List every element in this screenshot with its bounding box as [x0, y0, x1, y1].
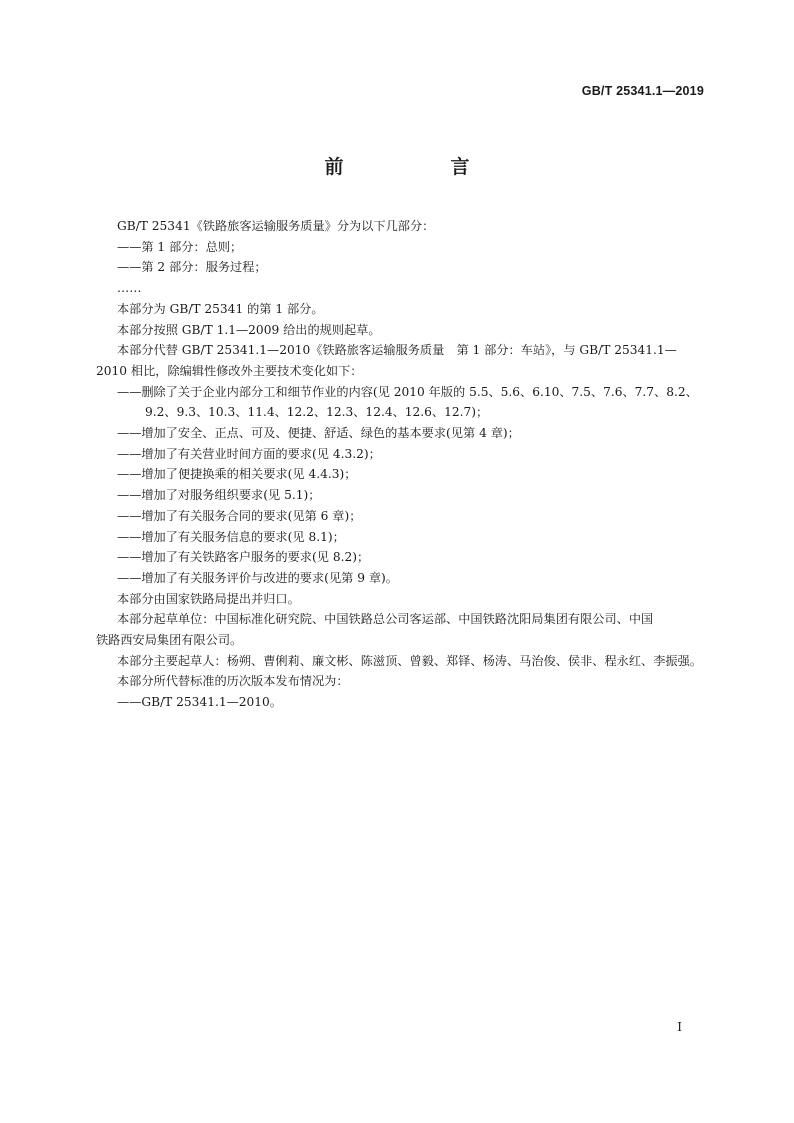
paragraph-continuation: 2010 相比，除编辑性修改外主要技术变化如下： — [96, 363, 363, 378]
paragraph: 本部分主要起草人：杨朔、曹俐莉、廉文彬、陈滋顶、曾毅、郑铎、杨涛、马治俊、侯非、程永红、李振强。 — [117, 653, 702, 668]
paragraph: 本部分按照 GB/T 1.1—2009 给出的规则起草。 — [117, 322, 381, 337]
change-item: ——增加了安全、正点、可及、便捷、舒适、绿色的基本要求(见第 4 章)； — [117, 426, 520, 441]
paragraph: GB/T 25341《铁路旅客运输服务质量》分为以下几部分： — [117, 219, 435, 233]
paragraph: 本部分起草单位：中国标准化研究院、中国铁路总公司客运部、中国铁路沈阳局集团有限公司、中国 — [117, 612, 654, 627]
paragraph: 本部分所代替标准的历次版本发布情况为： — [117, 674, 349, 689]
change-item: ——增加了有关服务信息的要求(见 8.1)； — [117, 529, 345, 544]
change-item-continuation: 9.2、9.3、10.3、11.4、12.2、12.3、12.4、12.6、12.7)； — [145, 405, 489, 420]
change-item: ——增加了对服务组织要求(见 5.1)； — [117, 488, 321, 503]
document-body — [96, 216, 709, 713]
change-item: ——增加了有关服务评价与改进的要求(见第 9 章)。 — [117, 570, 398, 585]
change-item: ——删除了关于企业内部分工和细节作业的内容(见 2010 年版的 5.5、5.6、6.10、7.5、7.6、7.7、8.2、 — [117, 384, 698, 399]
list-item: ——GB/T 25341.1—2010。 — [117, 695, 282, 710]
list-item: ——第 2 部分：服务过程； — [117, 260, 267, 275]
page-title: 前 言 — [324, 156, 514, 178]
paragraph-continuation: 铁路西安局集团有限公司。 — [96, 633, 243, 648]
list-item: ——第 1 部分：总则； — [117, 239, 243, 254]
page-number: I — [677, 1020, 682, 1034]
paragraph: 本部分代替 GB/T 25341.1—2010《铁路旅客运输服务质量 第 1 部分：车站》，与 GB/T 25341.1— — [117, 343, 677, 358]
paragraph: 本部分为 GB/T 25341 的第 1 部分。 — [117, 301, 324, 316]
paragraph: 本部分由国家铁路局提出并归口。 — [117, 591, 300, 606]
change-item: ——增加了便捷换乘的相关要求(见 4.4.3)； — [117, 467, 357, 482]
change-item: ——增加了有关营业时间方面的要求(见 4.3.2)； — [117, 446, 381, 461]
ellipsis: …… — [117, 281, 142, 296]
change-item: ——增加了有关服务合同的要求(见第 6 章)； — [117, 508, 362, 523]
change-item: ——增加了有关铁路客户服务的要求(见 8.2)； — [117, 550, 370, 565]
standard-code: GB/T 25341.1—2019 — [581, 84, 704, 98]
